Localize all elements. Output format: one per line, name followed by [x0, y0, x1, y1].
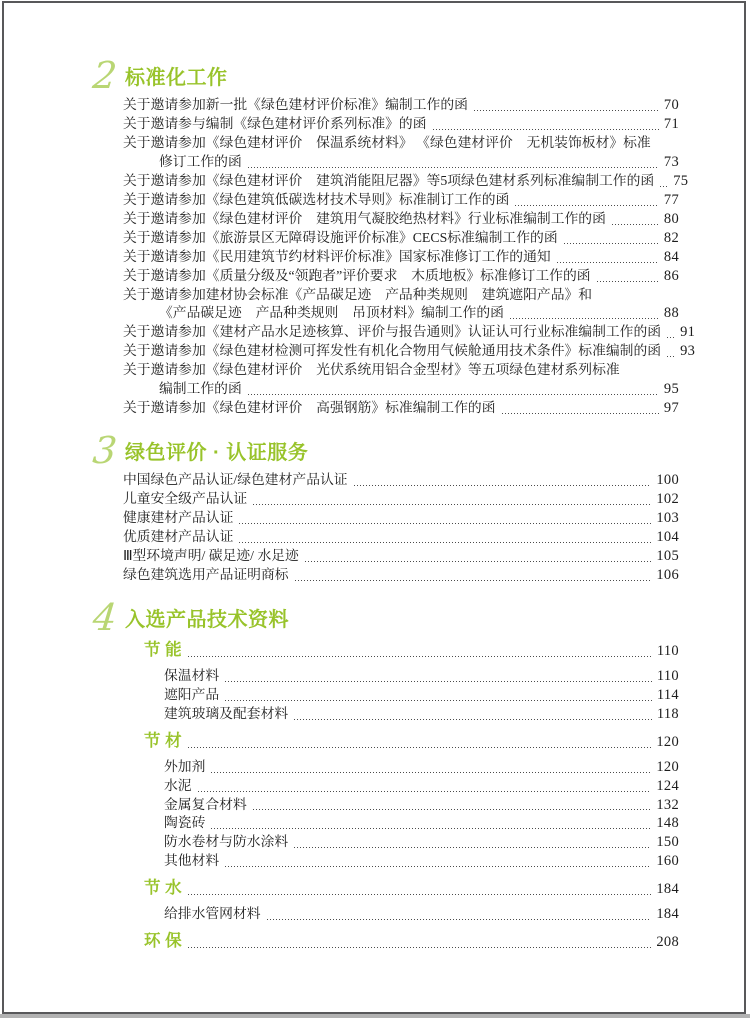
dotted-leader: [225, 866, 651, 867]
dotted-leader: [253, 809, 652, 810]
entry-page-number: 100: [656, 472, 679, 489]
toc-entry: [123, 777, 679, 796]
entry-title: Ⅲ型环境声明/ 碳足迹/ 水足迹: [123, 547, 299, 563]
dotted-leader: [188, 747, 652, 748]
entry-title: 外加剂: [164, 758, 206, 774]
toc-entry: [123, 342, 696, 361]
entry-title: 《产品碳足迹 产品种类规则 吊顶材料》编制工作的函: [159, 305, 504, 321]
dotted-leader: [211, 772, 651, 773]
entry-title: 关于邀请参加《绿色建材评价 建筑用气凝胶绝热材料》行业标准编制工作的函: [123, 210, 606, 226]
toc-entry: [123, 267, 679, 286]
entry-title: 关于邀请参加《绿色建材检测可挥发性有机化合物用气候舱通用技术条件》标准编制的函: [123, 343, 662, 359]
entry-page-number: 118: [656, 705, 679, 722]
dotted-leader: [502, 413, 659, 414]
dotted-leader: [188, 894, 652, 895]
dotted-leader: [188, 947, 652, 948]
toc-entry: [123, 115, 679, 134]
entry-page-number: 106: [656, 566, 679, 583]
dotted-leader: [294, 847, 651, 848]
entry-page-number: 105: [656, 547, 679, 564]
entry-page-number: 75: [673, 173, 689, 190]
entry-page-number: 184: [656, 881, 679, 898]
entry-page-number: 208: [656, 933, 679, 950]
entry-page-number: 160: [656, 853, 679, 870]
entry-page-number: 80: [663, 210, 679, 227]
section-number: 4: [90, 595, 119, 639]
dotted-leader: [564, 243, 659, 244]
toc-entry: [123, 796, 679, 815]
entry-page-number: 93: [680, 343, 696, 360]
dotted-leader: [612, 224, 659, 225]
dotted-leader: [295, 580, 652, 581]
entry-title: 其他材料: [164, 853, 220, 869]
toc-entry: [123, 547, 679, 566]
entry-page-number: 84: [663, 248, 679, 265]
entry-title: 关于邀请参加《绿色建材评价 保温系统材料》 《绿色建材评价 无机装饰板材》标准: [123, 135, 651, 151]
toc-section-4: [90, 595, 679, 952]
toc-entry: [123, 833, 679, 852]
entry-title: 关于邀请参加《旅游景区无障碍设施评价标准》CECS标准编制工作的函: [123, 229, 558, 245]
toc-entry: [123, 191, 679, 210]
entry-page-number: 120: [656, 733, 679, 750]
entry-page-number: 184: [656, 906, 679, 923]
toc-section-2: [90, 54, 696, 418]
dotted-leader: [188, 656, 652, 657]
toc-entry: [123, 248, 679, 267]
dotted-leader: [305, 561, 652, 562]
dotted-leader: [211, 828, 651, 829]
section-number: 3: [90, 428, 119, 472]
section-title: 绿色评价 · 认证服务: [125, 442, 309, 465]
entry-page-number: 148: [656, 815, 679, 832]
dotted-leader: [248, 167, 659, 168]
entry-title: 关于邀请参加《绿色建材评价 高强钢筋》标准编制工作的函: [123, 399, 496, 415]
dotted-leader: [239, 523, 651, 524]
toc-entry: [123, 667, 679, 686]
entry-page-number: 95: [663, 381, 679, 398]
dotted-leader: [557, 262, 659, 263]
entry-page-number: 91: [680, 324, 696, 341]
entry-page-number: 77: [663, 191, 679, 208]
section-heading: [90, 595, 679, 639]
entry-title: 陶瓷砖: [164, 815, 206, 831]
dotted-leader: [248, 394, 659, 395]
toc-subheading: [123, 879, 679, 899]
dotted-leader: [597, 281, 659, 282]
entry-title: 关于邀请参与编制《绿色建材评价系列标准》的函: [123, 116, 427, 132]
dotted-leader: [354, 485, 652, 486]
entry-title: 绿色建筑选用产品证明商标: [123, 566, 289, 582]
toc-entry: [123, 304, 679, 323]
toc-subheading: [123, 641, 679, 661]
toc-subheading: [123, 932, 679, 952]
toc-entry: [123, 172, 689, 191]
toc-entry: [123, 380, 679, 399]
dotted-leader: [515, 205, 659, 206]
dotted-leader: [474, 110, 659, 111]
dotted-leader: [667, 356, 675, 357]
entry-title: 中国绿色产品认证/绿色建材产品认证: [123, 472, 348, 488]
dotted-leader: [433, 129, 659, 130]
entry-page-number: 86: [663, 267, 679, 284]
entry-page-number: 103: [656, 510, 679, 527]
section-heading: [90, 54, 679, 97]
toc-entry: [123, 852, 679, 871]
dotted-leader: [667, 337, 675, 338]
toc-entry: [123, 705, 679, 724]
toc-entry: [123, 229, 679, 248]
entry-title: 水泥: [164, 777, 192, 793]
entry-page-number: 102: [656, 491, 679, 508]
toc-entry: [123, 566, 679, 585]
section-title: 入选产品技术资料: [125, 609, 289, 632]
dotted-leader: [510, 318, 659, 319]
toc-entry: [123, 509, 679, 528]
entry-page-number: 132: [656, 796, 679, 813]
entry-title: 关于邀请参加《绿色建材评价 光伏系统用铝合金型材》等五项绿色建材系列标准: [123, 362, 620, 378]
entry-page-number: 150: [656, 834, 679, 851]
entry-page-number: 114: [656, 686, 679, 703]
entry-title: 关于邀请参加建材协会标准《产品碳足迹 产品种类规则 建筑遮阳产品》和: [123, 286, 593, 302]
entry-title: 儿童安全级产品认证: [123, 491, 248, 507]
toc-subheading: [123, 732, 679, 752]
section-heading: [90, 428, 679, 472]
entry-title: 金属复合材料: [164, 796, 247, 812]
dotted-leader: [253, 504, 651, 505]
toc-entry: [123, 905, 679, 924]
entry-page-number: 110: [656, 643, 679, 660]
entry-page-number: 88: [663, 305, 679, 322]
entry-title: 节 水: [144, 879, 182, 898]
entry-page-number: 124: [656, 777, 679, 794]
entry-page-number: 71: [663, 116, 679, 133]
entry-page-number: 120: [656, 758, 679, 775]
entry-title: 关于邀请参加《质量分级及“领跑者”评价要求 木质地板》标准修订工作的函: [123, 267, 591, 283]
entry-page-number: 70: [663, 97, 679, 114]
entry-title: 节 能: [144, 641, 182, 660]
entry-title: 防水卷材与防水涂料: [164, 834, 289, 850]
section-title: 标准化工作: [125, 67, 228, 90]
toc-entry: [123, 490, 679, 509]
toc-entry: [123, 96, 679, 115]
scan-edge-shadow: [0, 1014, 750, 1018]
toc-entry: [123, 471, 679, 490]
entry-page-number: 73: [663, 154, 679, 171]
dotted-leader: [239, 542, 651, 543]
toc-entry: [123, 528, 679, 547]
entry-title: 保温材料: [164, 668, 220, 684]
toc-entry: [123, 134, 679, 153]
toc-entry: [123, 210, 679, 229]
toc-entry: [123, 153, 679, 172]
toc-entry: [123, 286, 679, 305]
entry-title: 关于邀请参加《建材产品水足迹核算、评价与报告通则》认证认可行业标准编制工作的函: [123, 324, 662, 340]
entry-title: 关于邀请参加《民用建筑节约材料评价标准》国家标准修订工作的通知: [123, 248, 551, 264]
toc-entry: [123, 323, 696, 342]
entry-title: 环 保: [144, 931, 182, 950]
entry-title: 关于邀请参加《绿色建材评价 建筑消能阻尼器》等5项绿色建材系列标准编制工作的函: [123, 173, 655, 189]
toc-section-3: [90, 428, 679, 585]
dotted-leader: [660, 186, 668, 187]
entry-title: 修订工作的函: [159, 154, 242, 170]
entry-title: 关于邀请参加新一批《绿色建材评价标准》编制工作的函: [123, 97, 468, 113]
dotted-leader: [267, 919, 652, 920]
dotted-leader: [225, 700, 652, 701]
entry-title: 编制工作的函: [159, 381, 242, 397]
entry-title: 节 材: [144, 731, 182, 750]
dotted-leader: [294, 719, 652, 720]
toc-entry: [123, 814, 679, 833]
entry-title: 给排水管网材料: [164, 906, 261, 922]
entry-title: 健康建材产品认证: [123, 510, 234, 526]
dotted-leader: [198, 791, 652, 792]
entry-page-number: 110: [656, 668, 679, 685]
entry-page-number: 104: [656, 529, 679, 545]
toc-entry: [123, 399, 679, 418]
entry-title: 关于邀请参加《绿色建筑低碳选材技术导则》标准制订工作的函: [123, 191, 510, 207]
toc-entry: [123, 686, 679, 705]
entry-page-number: 97: [663, 399, 679, 416]
section-number: 2: [90, 54, 119, 97]
toc-content: [90, 54, 696, 958]
entry-title: 遮阳产品: [164, 686, 220, 702]
entry-title: 建筑玻璃及配套材料: [164, 705, 289, 721]
dotted-leader: [225, 681, 652, 682]
toc-entry: [123, 361, 679, 380]
entry-page-number: 82: [663, 229, 679, 246]
entry-title: 优质建材产品认证: [123, 529, 234, 544]
toc-entry: [123, 758, 679, 777]
